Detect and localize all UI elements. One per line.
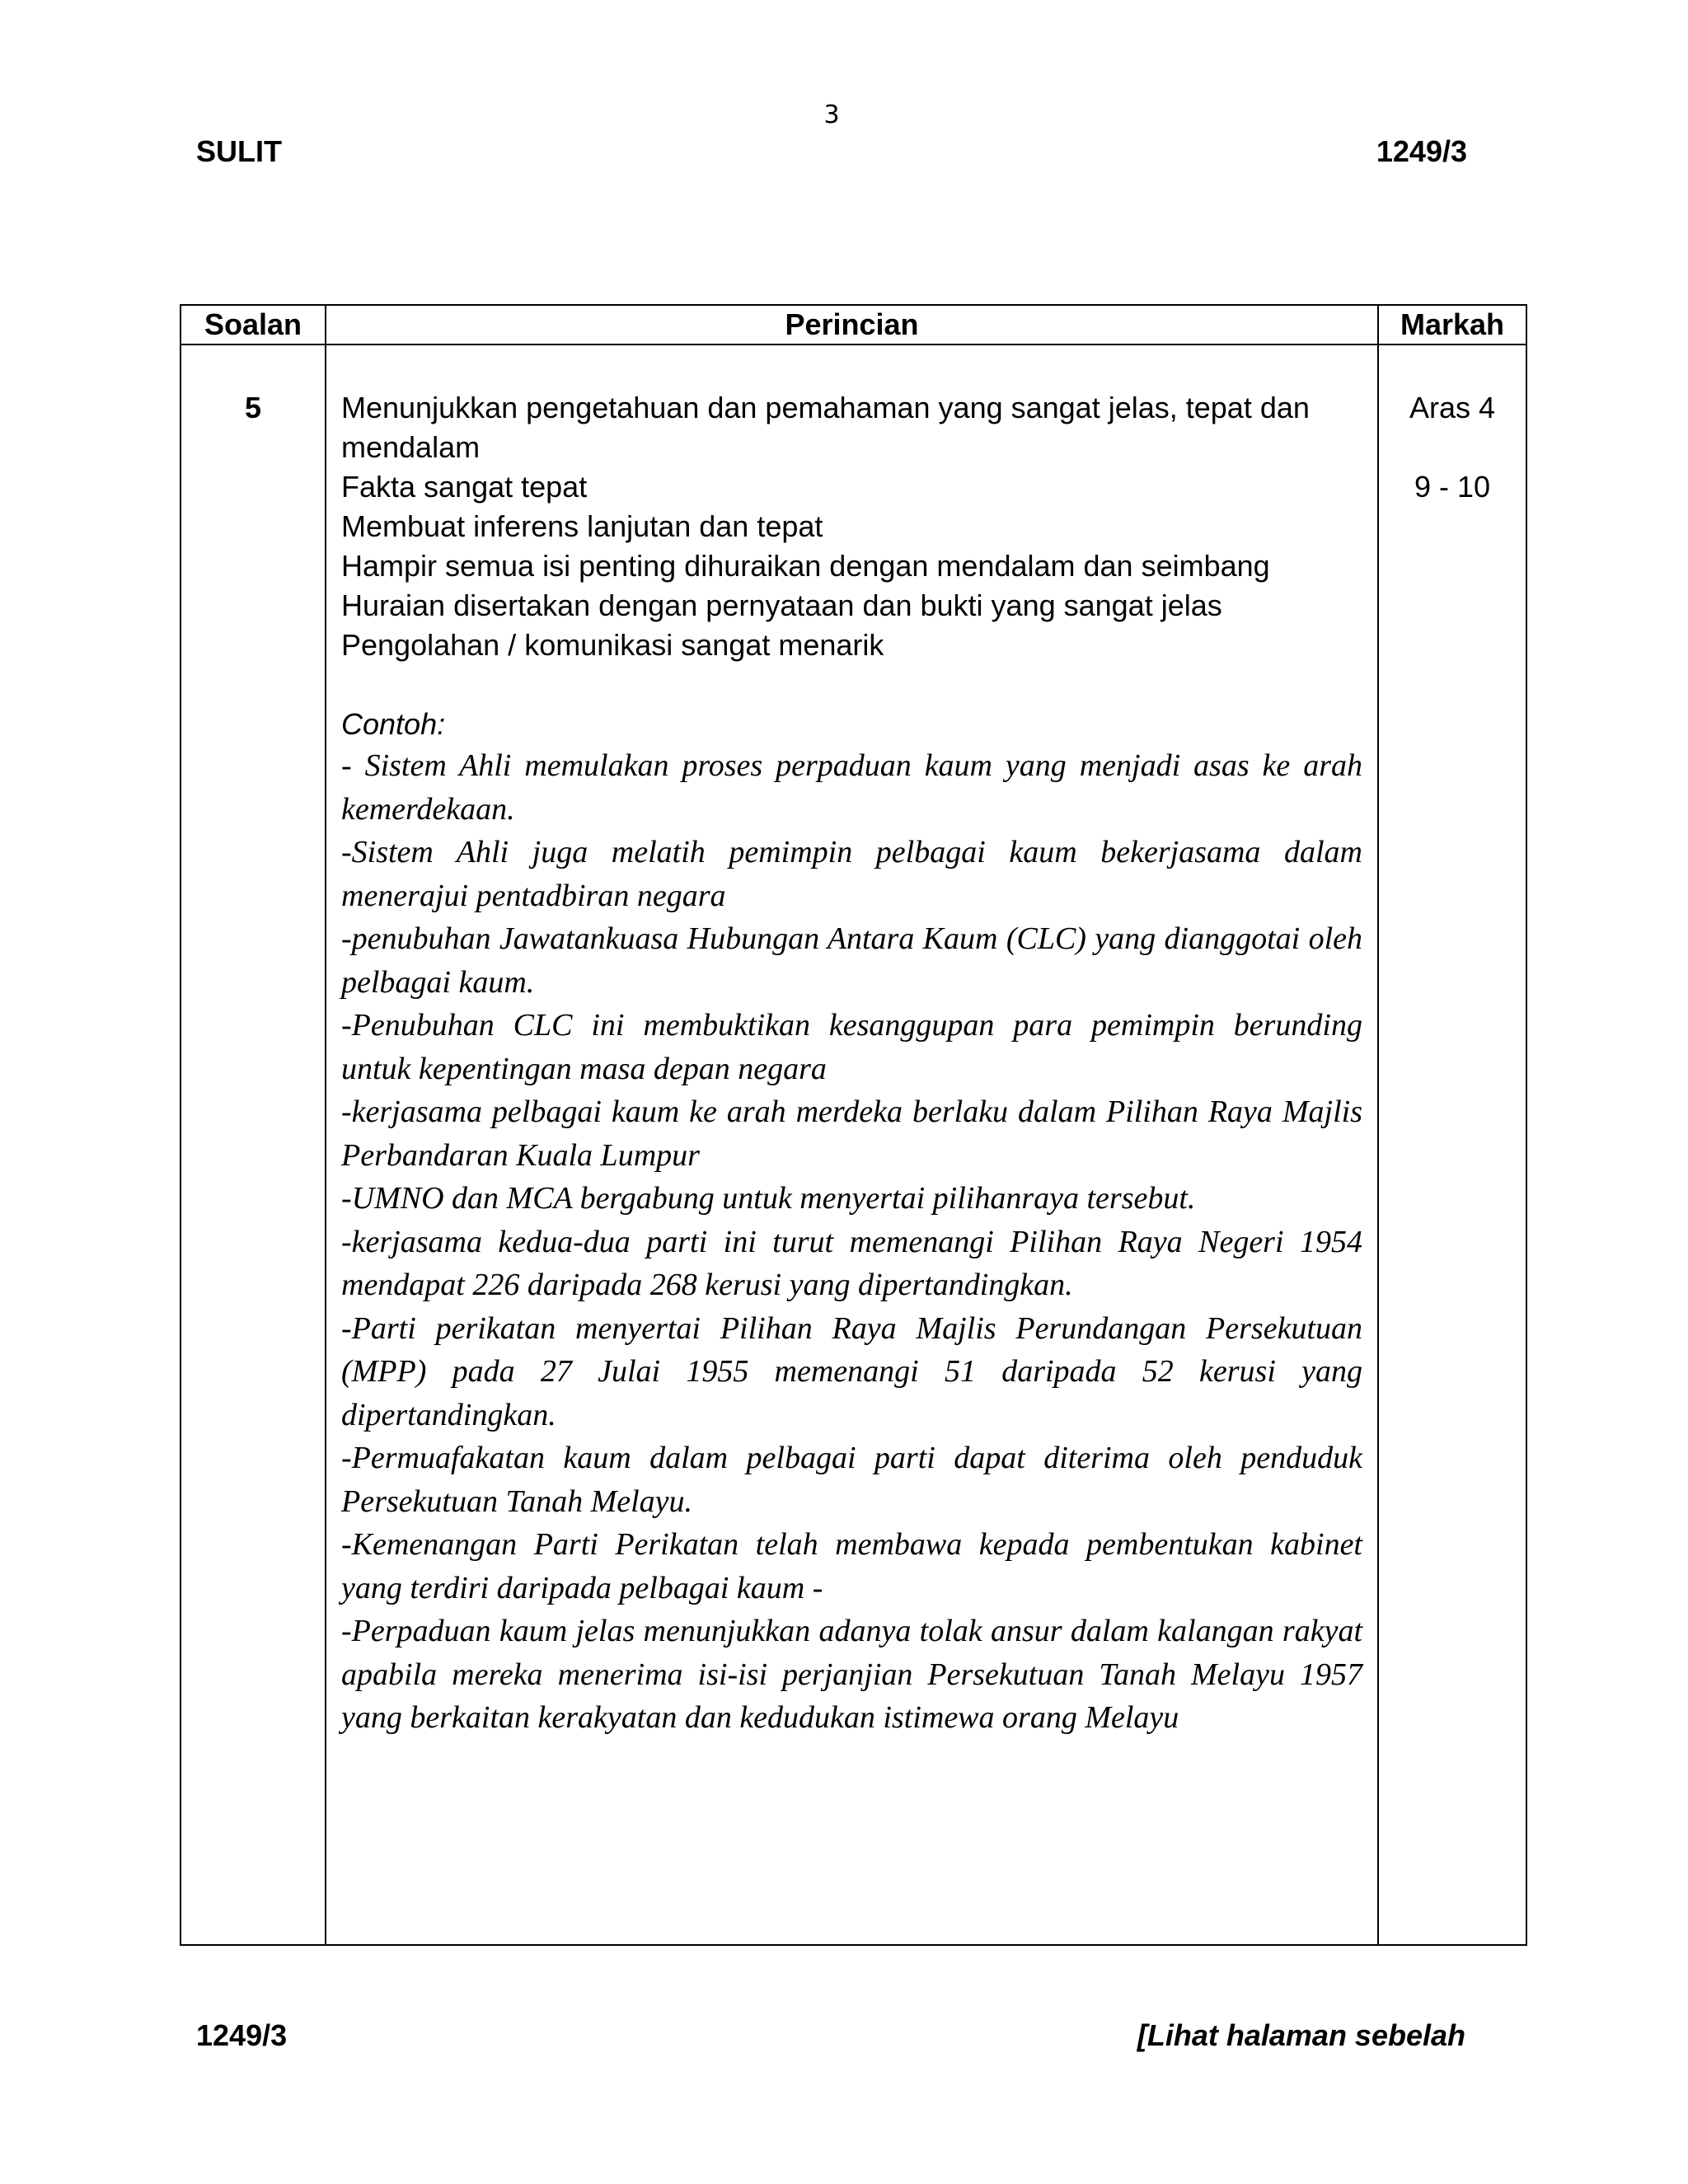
criterion: Fakta sangat tepat <box>341 470 588 504</box>
example-point: -Parti perikatan menyertai Pilihan Raya Majlis Perundangan Persekutuan (MPP) pada 27 Julai 1955 memenangi 51 daripada 52 kerusi yang dipertandingkan. <box>341 1310 1362 1432</box>
page-number: 3 <box>823 101 840 129</box>
header-classification: SULIT <box>196 134 282 168</box>
example-point: -Sistem Ahli juga melatih pemimpin pelbagai kaum bekerjasama dalam menerajui pentadbiran negara <box>341 835 1362 913</box>
criterion: Membuat inferens lanjutan dan tepat <box>341 509 823 543</box>
table-row <box>181 344 1526 1945</box>
header-markah: Markah <box>1378 305 1526 344</box>
example-label: Contoh: <box>341 707 446 741</box>
example-point: - Sistem Ahli memulakan proses perpaduan kaum yang menjadi asas ke arah kemerdekaan. <box>341 748 1362 827</box>
footer-paper-code: 1249/3 <box>196 2018 288 2052</box>
example-point: -Perpaduan kaum jelas menunjukkan adanya tolak ansur dalam kalangan rakyat apabila mereka menerima isi-isi perjanjian Persekutuan Tanah Melayu 1957 yang berkaitan kerakyatan dan kedudukan istimewa orang Melayu <box>341 1614 1362 1735</box>
example-point: -Permuafakatan kaum dalam pelbagai parti dapat diterima oleh penduduk Persekutuan Tanah Melayu. <box>341 1441 1362 1519</box>
question-number: 5 <box>181 344 326 1945</box>
detail-cell <box>326 344 1378 1945</box>
criterion: Huraian disertakan dengan pernyataan dan bukti yang sangat jelas <box>341 588 1222 622</box>
example-point: -penubuhan Jawatankuasa Hubungan Antara Kaum (CLC) yang dianggotai oleh pelbagai kaum. <box>341 921 1362 1000</box>
header-paper-code: 1249/3 <box>1376 134 1467 168</box>
example-point: -UMNO dan MCA bergabung untuk menyertai pilihanraya tersebut. <box>341 1181 1196 1216</box>
mark-level: Aras 4 <box>1409 391 1496 424</box>
header-soalan: Soalan <box>181 305 326 344</box>
mark-range: 9 - 10 <box>1414 470 1491 504</box>
table-header-row <box>181 305 1526 344</box>
example-point: -kerjasama pelbagai kaum ke arah merdeka berlaku dalam Pilihan Raya Majlis Perbandaran Kuala Lumpur <box>341 1094 1362 1173</box>
criterion: Pengolahan / komunikasi sangat menarik <box>341 628 884 662</box>
header-perincian: Perincian <box>326 305 1378 344</box>
example-point: -kerjasama kedua-dua parti ini turut memenangi Pilihan Raya Negeri 1954 mendapat 226 daripada 268 kerusi yang dipertandingkan. <box>341 1224 1362 1302</box>
criterion: Menunjukkan pengetahuan dan pemahaman yang sangat jelas, tepat dan mendalam <box>341 391 1310 464</box>
example-point: -Penubuhan CLC ini membuktikan kesanggupan para pemimpin berunding untuk kepentingan masa depan negara <box>341 1008 1362 1086</box>
marking-scheme-table <box>180 304 1527 1946</box>
mark-cell <box>1378 344 1526 1945</box>
example-point: -Kemenangan Parti Perikatan telah membawa kepada pembentukan kabinet yang terdiri daripada pelbagai kaum - <box>341 1527 1362 1605</box>
criterion: Hampir semua isi penting dihuraikan dengan mendalam dan seimbang <box>341 549 1270 583</box>
footer-next-page: [Lihat halaman sebelah <box>1137 2018 1465 2052</box>
